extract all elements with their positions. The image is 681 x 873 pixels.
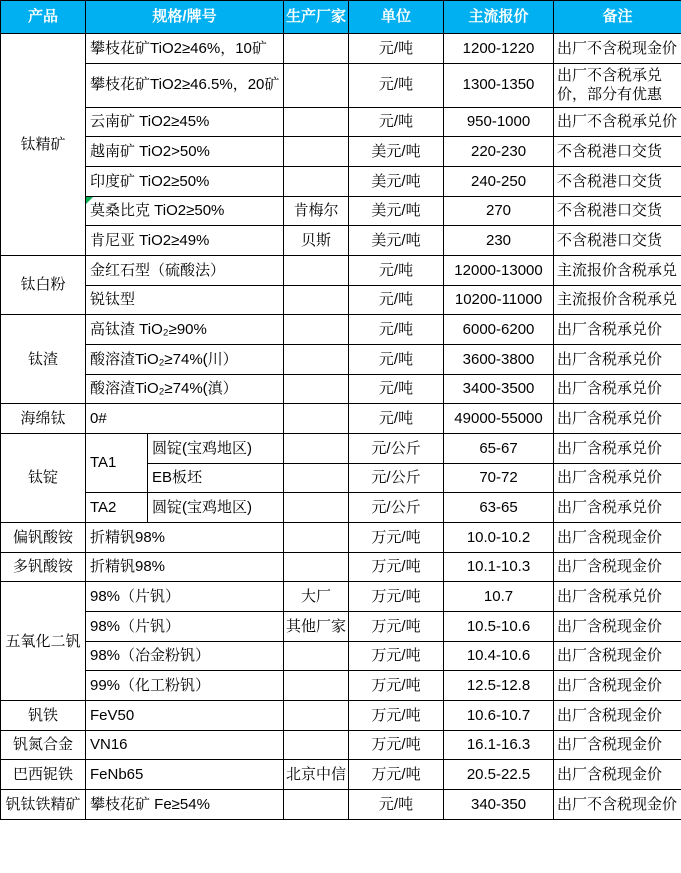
manufacturer-cell <box>284 523 349 553</box>
price-cell: 340-350 <box>444 790 554 820</box>
unit-cell: 万元/吨 <box>349 612 444 642</box>
manufacturer-cell <box>284 641 349 671</box>
col-header-product: 产品 <box>1 1 86 34</box>
price-cell: 240-250 <box>444 167 554 197</box>
unit-cell: 元/公斤 <box>349 463 444 493</box>
note-cell: 出厂含税承兑价 <box>554 493 681 523</box>
price-cell: 10.7 <box>444 582 554 612</box>
unit-cell: 万元/吨 <box>349 523 444 553</box>
price-cell: 950-1000 <box>444 107 554 137</box>
spec-cell: 圆锭(宝鸡地区) <box>148 493 284 523</box>
note-cell: 出厂含税现金价 <box>554 760 681 790</box>
manufacturer-cell <box>284 701 349 731</box>
manufacturer-cell <box>284 107 349 137</box>
note-cell: 不含税港口交货 <box>554 226 681 256</box>
note-cell: 出厂含税承兑价 <box>554 345 681 375</box>
spec-cell: 折精钒98% <box>86 523 284 553</box>
spec-cell: 云南矿 TiO2≥45% <box>86 107 284 137</box>
grade-cell: TA2 <box>86 493 148 523</box>
table-row <box>1 63 681 107</box>
manufacturer-cell <box>284 63 349 107</box>
manufacturer-cell: 贝斯 <box>284 226 349 256</box>
unit-cell: 元/吨 <box>349 404 444 434</box>
spec-cell: 圆锭(宝鸡地区) <box>148 434 284 464</box>
unit-cell: 元/吨 <box>349 374 444 404</box>
unit-cell: 元/吨 <box>349 63 444 107</box>
grade-cell: TA1 <box>86 434 148 493</box>
product-cell: 钛锭 <box>1 434 86 523</box>
product-cell: 偏钒酸铵 <box>1 523 86 553</box>
col-header-spec: 规格/牌号 <box>86 1 284 34</box>
note-cell: 出厂含税现金价 <box>554 641 681 671</box>
spec-cell: VN16 <box>86 730 284 760</box>
note-cell: 出厂不含税承兑价 <box>554 107 681 137</box>
unit-cell: 元/吨 <box>349 285 444 315</box>
spec-cell: 酸溶渣TiO₂≥74%(川） <box>86 345 284 375</box>
price-cell: 10200-11000 <box>444 285 554 315</box>
unit-cell: 元/吨 <box>349 256 444 286</box>
note-cell: 出厂含税现金价 <box>554 612 681 642</box>
unit-cell: 美元/吨 <box>349 196 444 226</box>
unit-cell: 万元/吨 <box>349 671 444 701</box>
manufacturer-cell: 北京中信 <box>284 760 349 790</box>
table-row <box>1 582 681 612</box>
price-cell: 65-67 <box>444 434 554 464</box>
price-cell: 6000-6200 <box>444 315 554 345</box>
table-row <box>1 34 681 64</box>
spec-cell: 攀枝花矿TiO2≥46%，10矿 <box>86 34 284 64</box>
table-row <box>1 285 681 315</box>
unit-cell: 万元/吨 <box>349 552 444 582</box>
manufacturer-cell <box>284 315 349 345</box>
manufacturer-cell <box>284 374 349 404</box>
price-cell: 230 <box>444 226 554 256</box>
price-cell: 3600-3800 <box>444 345 554 375</box>
spec-cell: 印度矿 TiO2≥50% <box>86 167 284 197</box>
spec-cell: 锐钛型 <box>86 285 284 315</box>
note-cell: 出厂不含税现金价 <box>554 790 681 820</box>
table-row <box>1 641 681 671</box>
unit-cell: 元/公斤 <box>349 434 444 464</box>
table-row <box>1 374 681 404</box>
product-cell: 巴西铌铁 <box>1 760 86 790</box>
note-cell: 出厂含税现金价 <box>554 701 681 731</box>
product-cell: 钒铁 <box>1 701 86 731</box>
table-row <box>1 404 681 434</box>
price-cell: 10.5-10.6 <box>444 612 554 642</box>
spec-cell: 越南矿 TiO2>50% <box>86 137 284 167</box>
spec-cell: 肯尼亚 TiO2≥49% <box>86 226 284 256</box>
spec-cell: 0# <box>86 404 284 434</box>
table-row <box>1 345 681 375</box>
table-row <box>1 137 681 167</box>
price-cell: 70-72 <box>444 463 554 493</box>
product-cell: 钛白粉 <box>1 256 86 315</box>
manufacturer-cell: 肯梅尔 <box>284 196 349 226</box>
manufacturer-cell: 大厂 <box>284 582 349 612</box>
unit-cell: 元/吨 <box>349 345 444 375</box>
table-row <box>1 760 681 790</box>
product-cell: 钒钛铁精矿 <box>1 790 86 820</box>
table-row <box>1 226 681 256</box>
col-header-manufacturer: 生产厂家 <box>284 1 349 34</box>
price-cell: 63-65 <box>444 493 554 523</box>
manufacturer-cell <box>284 34 349 64</box>
product-cell: 多钒酸铵 <box>1 552 86 582</box>
manufacturer-cell <box>284 285 349 315</box>
product-cell: 钛精矿 <box>1 34 86 256</box>
product-cell: 钒氮合金 <box>1 730 86 760</box>
table-row <box>1 730 681 760</box>
price-cell: 1200-1220 <box>444 34 554 64</box>
unit-cell: 万元/吨 <box>349 582 444 612</box>
table-row <box>1 671 681 701</box>
spec-cell: 莫桑比克 TiO2≥50% <box>86 196 284 226</box>
table-row <box>1 434 681 464</box>
unit-cell: 元/公斤 <box>349 493 444 523</box>
table-row <box>1 493 681 523</box>
spec-cell: 98%（片钒） <box>86 612 284 642</box>
manufacturer-cell <box>284 137 349 167</box>
note-cell: 出厂含税承兑价 <box>554 463 681 493</box>
unit-cell: 元/吨 <box>349 790 444 820</box>
note-cell: 出厂含税现金价 <box>554 730 681 760</box>
price-cell: 20.5-22.5 <box>444 760 554 790</box>
note-cell: 出厂含税承兑价 <box>554 315 681 345</box>
comment-flag-icon <box>86 197 93 204</box>
note-cell: 主流报价含税承兑 <box>554 285 681 315</box>
note-cell: 不含税港口交货 <box>554 196 681 226</box>
manufacturer-cell <box>284 493 349 523</box>
spec-cell: 高钛渣 TiO₂≥90% <box>86 315 284 345</box>
price-cell: 12000-13000 <box>444 256 554 286</box>
unit-cell: 元/吨 <box>349 107 444 137</box>
price-cell: 16.1-16.3 <box>444 730 554 760</box>
spec-cell: 攀枝花矿 Fe≥54% <box>86 790 284 820</box>
price-cell: 1300-1350 <box>444 63 554 107</box>
note-cell: 出厂含税现金价 <box>554 671 681 701</box>
note-cell: 不含税港口交货 <box>554 137 681 167</box>
manufacturer-cell <box>284 552 349 582</box>
unit-cell: 美元/吨 <box>349 167 444 197</box>
note-cell: 出厂含税承兑价 <box>554 374 681 404</box>
unit-cell: 元/吨 <box>349 34 444 64</box>
note-cell: 出厂不含税承兑价，部分有优惠 <box>554 63 681 107</box>
table-row <box>1 552 681 582</box>
manufacturer-cell <box>284 790 349 820</box>
spec-cell: EB板坯 <box>148 463 284 493</box>
price-cell: 12.5-12.8 <box>444 671 554 701</box>
table-row <box>1 315 681 345</box>
spec-cell: FeNb65 <box>86 760 284 790</box>
product-cell: 海绵钛 <box>1 404 86 434</box>
unit-cell: 万元/吨 <box>349 641 444 671</box>
table-row <box>1 107 681 137</box>
manufacturer-cell <box>284 434 349 464</box>
spec-cell: 攀枝花矿TiO2≥46.5%，20矿 <box>86 63 284 107</box>
note-cell: 出厂含税承兑价 <box>554 434 681 464</box>
table-row <box>1 701 681 731</box>
manufacturer-cell <box>284 404 349 434</box>
table-row <box>1 790 681 820</box>
table-row <box>1 196 681 226</box>
manufacturer-cell <box>284 167 349 197</box>
spec-cell: FeV50 <box>86 701 284 731</box>
unit-cell: 万元/吨 <box>349 760 444 790</box>
table-row <box>1 256 681 286</box>
price-cell: 49000-55000 <box>444 404 554 434</box>
manufacturer-cell <box>284 345 349 375</box>
product-cell: 五氧化二钒 <box>1 582 86 701</box>
manufacturer-cell <box>284 463 349 493</box>
manufacturer-cell <box>284 256 349 286</box>
note-cell: 出厂含税现金价 <box>554 523 681 553</box>
note-cell: 出厂不含税现金价 <box>554 34 681 64</box>
spec-cell: 98%（片钒） <box>86 582 284 612</box>
spec-cell: 99%（化工粉钒） <box>86 671 284 701</box>
price-cell: 270 <box>444 196 554 226</box>
table-row <box>1 167 681 197</box>
price-cell: 10.0-10.2 <box>444 523 554 553</box>
col-header-unit: 单位 <box>349 1 444 34</box>
manufacturer-cell <box>284 671 349 701</box>
note-cell: 主流报价含税承兑 <box>554 256 681 286</box>
col-header-price: 主流报价 <box>444 1 554 34</box>
unit-cell: 万元/吨 <box>349 730 444 760</box>
unit-cell: 美元/吨 <box>349 226 444 256</box>
unit-cell: 万元/吨 <box>349 701 444 731</box>
spec-cell: 折精钒98% <box>86 552 284 582</box>
price-cell: 10.1-10.3 <box>444 552 554 582</box>
unit-cell: 元/吨 <box>349 315 444 345</box>
price-cell: 10.6-10.7 <box>444 701 554 731</box>
header-row <box>1 1 681 34</box>
note-cell: 出厂含税现金价 <box>554 552 681 582</box>
table-row <box>1 523 681 553</box>
spec-cell: 98%（冶金粉钒） <box>86 641 284 671</box>
note-cell: 出厂含税承兑价 <box>554 582 681 612</box>
price-cell: 220-230 <box>444 137 554 167</box>
manufacturer-cell: 其他厂家 <box>284 612 349 642</box>
col-header-note: 备注 <box>554 1 681 34</box>
product-cell: 钛渣 <box>1 315 86 404</box>
spec-cell: 金红石型（硫酸法） <box>86 256 284 286</box>
note-cell: 不含税港口交货 <box>554 167 681 197</box>
spec-cell: 酸溶渣TiO₂≥74%(滇） <box>86 374 284 404</box>
manufacturer-cell <box>284 730 349 760</box>
table-row <box>1 612 681 642</box>
price-cell: 10.4-10.6 <box>444 641 554 671</box>
note-cell: 出厂含税承兑价 <box>554 404 681 434</box>
price-cell: 3400-3500 <box>444 374 554 404</box>
unit-cell: 美元/吨 <box>349 137 444 167</box>
